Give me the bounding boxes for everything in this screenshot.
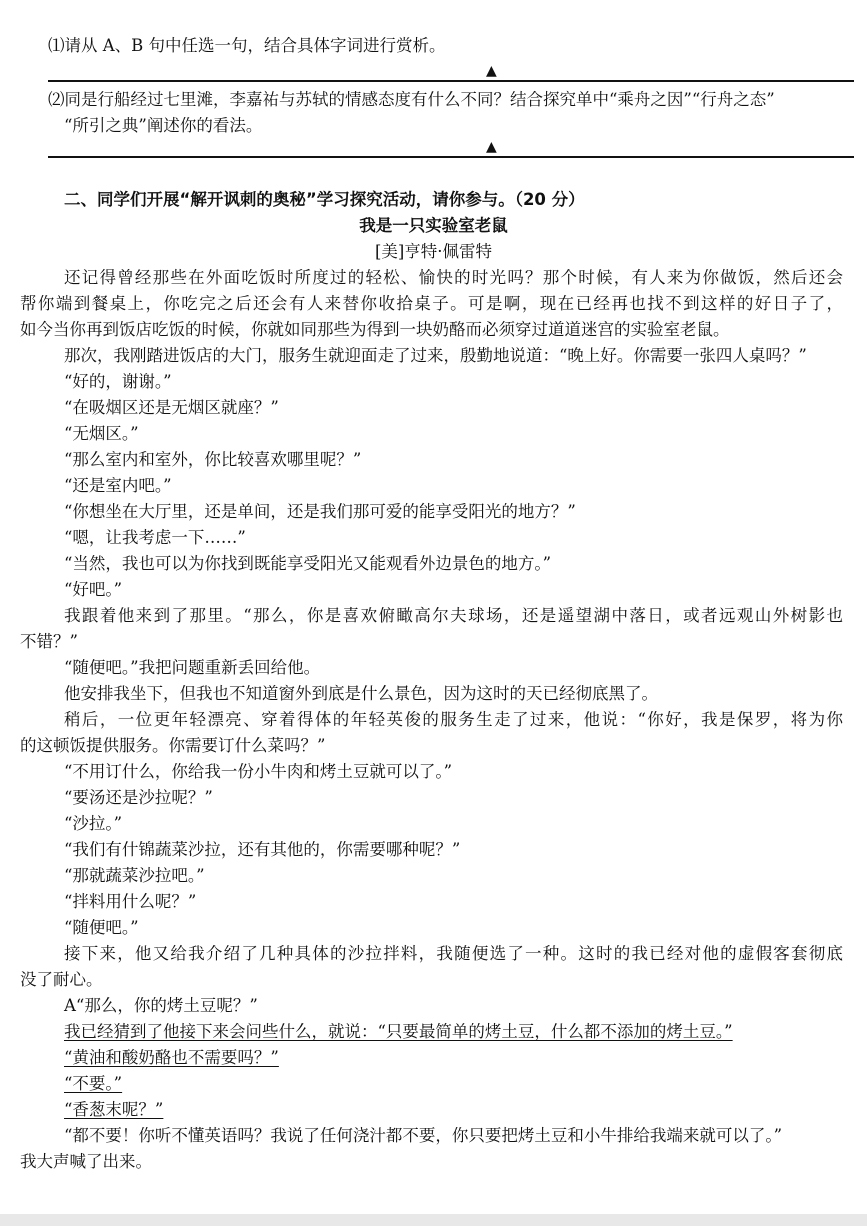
answer-line: [48, 156, 854, 158]
passage-line: 帮你端到餐桌上，你吃完之后还会有人来替你收拾桌子。可是啊，现在已经再也找不到这样的好日子了，: [20, 294, 843, 313]
article-author: [美]亨特·佩雷特: [374, 242, 493, 261]
passage-line-a: A“那么，你的烤土豆呢？”: [64, 996, 258, 1015]
page-bottom-edge: [0, 1214, 867, 1226]
question-2-line-1: ⑵同是行船经过七里滩，李嘉祐与苏轼的情感态度有什么不同？结合探究单中“乘舟之因”“行舟之态”: [48, 90, 775, 109]
passage-line: 接下来，他又给我介绍了几种具体的沙拉拌料，我随便选了一种。这时的我已经对他的虚假客套彻底: [64, 944, 843, 963]
passage-line: 如今当你再到饭店吃饭的时候，你就如同那些为得到一块奶酪而必须穿过道道迷宫的实验室老鼠。: [20, 320, 730, 339]
question-1: ⑴请从 A、B 句中任选一句，结合具体字词进行赏析。: [48, 36, 446, 55]
passage-line: “都不要！你听不懂英语吗？我说了任何浇汁都不要，你只要把烤土豆和小牛排给我端来就可以了。”: [64, 1126, 783, 1145]
passage-line: “无烟区。”: [64, 424, 139, 443]
passage-line: 那次，我刚踏进饭店的大门，服务生就迎面走了过来，殷勤地说道：“晚上好。你需要一张四人桌吗？”: [64, 346, 807, 365]
passage-line: “还是室内吧。”: [64, 476, 172, 495]
passage-line: “在吸烟区还是无烟区就座？”: [64, 398, 279, 417]
underlined-passage-line: “黄油和酸奶酪也不需要吗？”: [64, 1048, 279, 1067]
underlined-passage-line: “香葱末呢？”: [64, 1100, 164, 1119]
passage-line: “你想坐在大厅里，还是单间，还是我们那可爱的能享受阳光的地方？”: [64, 502, 576, 521]
passage-line: “当然，我也可以为你找到既能享受阳光又能观看外边景色的地方。”: [64, 554, 552, 573]
passage-line: 他安排我坐下，但我也不知道窗外到底是什么景色，因为这时的天已经彻底黑了。: [64, 684, 658, 703]
answer-triangle-icon: ▲: [486, 139, 497, 155]
passage-line: 的这顿饭提供服务。你需要订什么菜吗？”: [20, 736, 326, 755]
passage-line: “嗯，让我考虑一下……”: [64, 528, 246, 547]
answer-triangle-icon: ▲: [486, 63, 497, 79]
passage-line: “好的，谢谢。”: [64, 372, 172, 391]
passage-line: “拌料用什么呢？”: [64, 892, 197, 911]
passage-line: “随便吧。”我把问题重新丢回给他。: [64, 658, 321, 677]
passage-line: 没了耐心。: [20, 970, 103, 989]
passage-line: 还记得曾经那些在外面吃饭时所度过的轻松、愉快的时光吗？那个时候，有人来为你做饭，然后还会: [64, 268, 843, 287]
passage-line: “那么室内和室外，你比较喜欢哪里呢？”: [64, 450, 362, 469]
passage-line: 我大声喊了出来。: [20, 1152, 152, 1171]
passage-line: “好吧。”: [64, 580, 123, 599]
passage-line: “沙拉。”: [64, 814, 123, 833]
question-2-line-2: “所引之典”阐述你的看法。: [64, 116, 263, 135]
answer-line: [48, 80, 854, 82]
section-heading: 二、同学们开展“解开讽刺的奥秘”学习探究活动，请你参与。（20 分）: [64, 190, 585, 209]
passage-line: “不用订什么，你给我一份小牛肉和烤土豆就可以了。”: [64, 762, 453, 781]
article-title: 我是一只实验室老鼠: [359, 216, 508, 235]
passage-line: 不错？”: [20, 632, 78, 651]
underlined-passage-line: 我已经猜到了他接下来会问些什么，就说：“只要最简单的烤土豆，什么都不添加的烤土豆。”: [64, 1022, 733, 1041]
passage-line: “我们有什锦蔬菜沙拉，还有其他的，你需要哪种呢？”: [64, 840, 461, 859]
passage-line: 稍后，一位更年轻漂亮、穿着得体的年轻英俊的服务生走了过来，他说：“你好，我是保罗，将为你: [64, 710, 843, 729]
passage-line: 我跟着他来到了那里。“那么，你是喜欢俯瞰高尔夫球场，还是遥望湖中落日，或者远观山外树影也: [64, 606, 843, 625]
underlined-passage-line: “不要。”: [64, 1074, 123, 1093]
passage-line: “随便吧。”: [64, 918, 139, 937]
passage-line: “要汤还是沙拉呢？”: [64, 788, 213, 807]
passage-line: “那就蔬菜沙拉吧。”: [64, 866, 205, 885]
